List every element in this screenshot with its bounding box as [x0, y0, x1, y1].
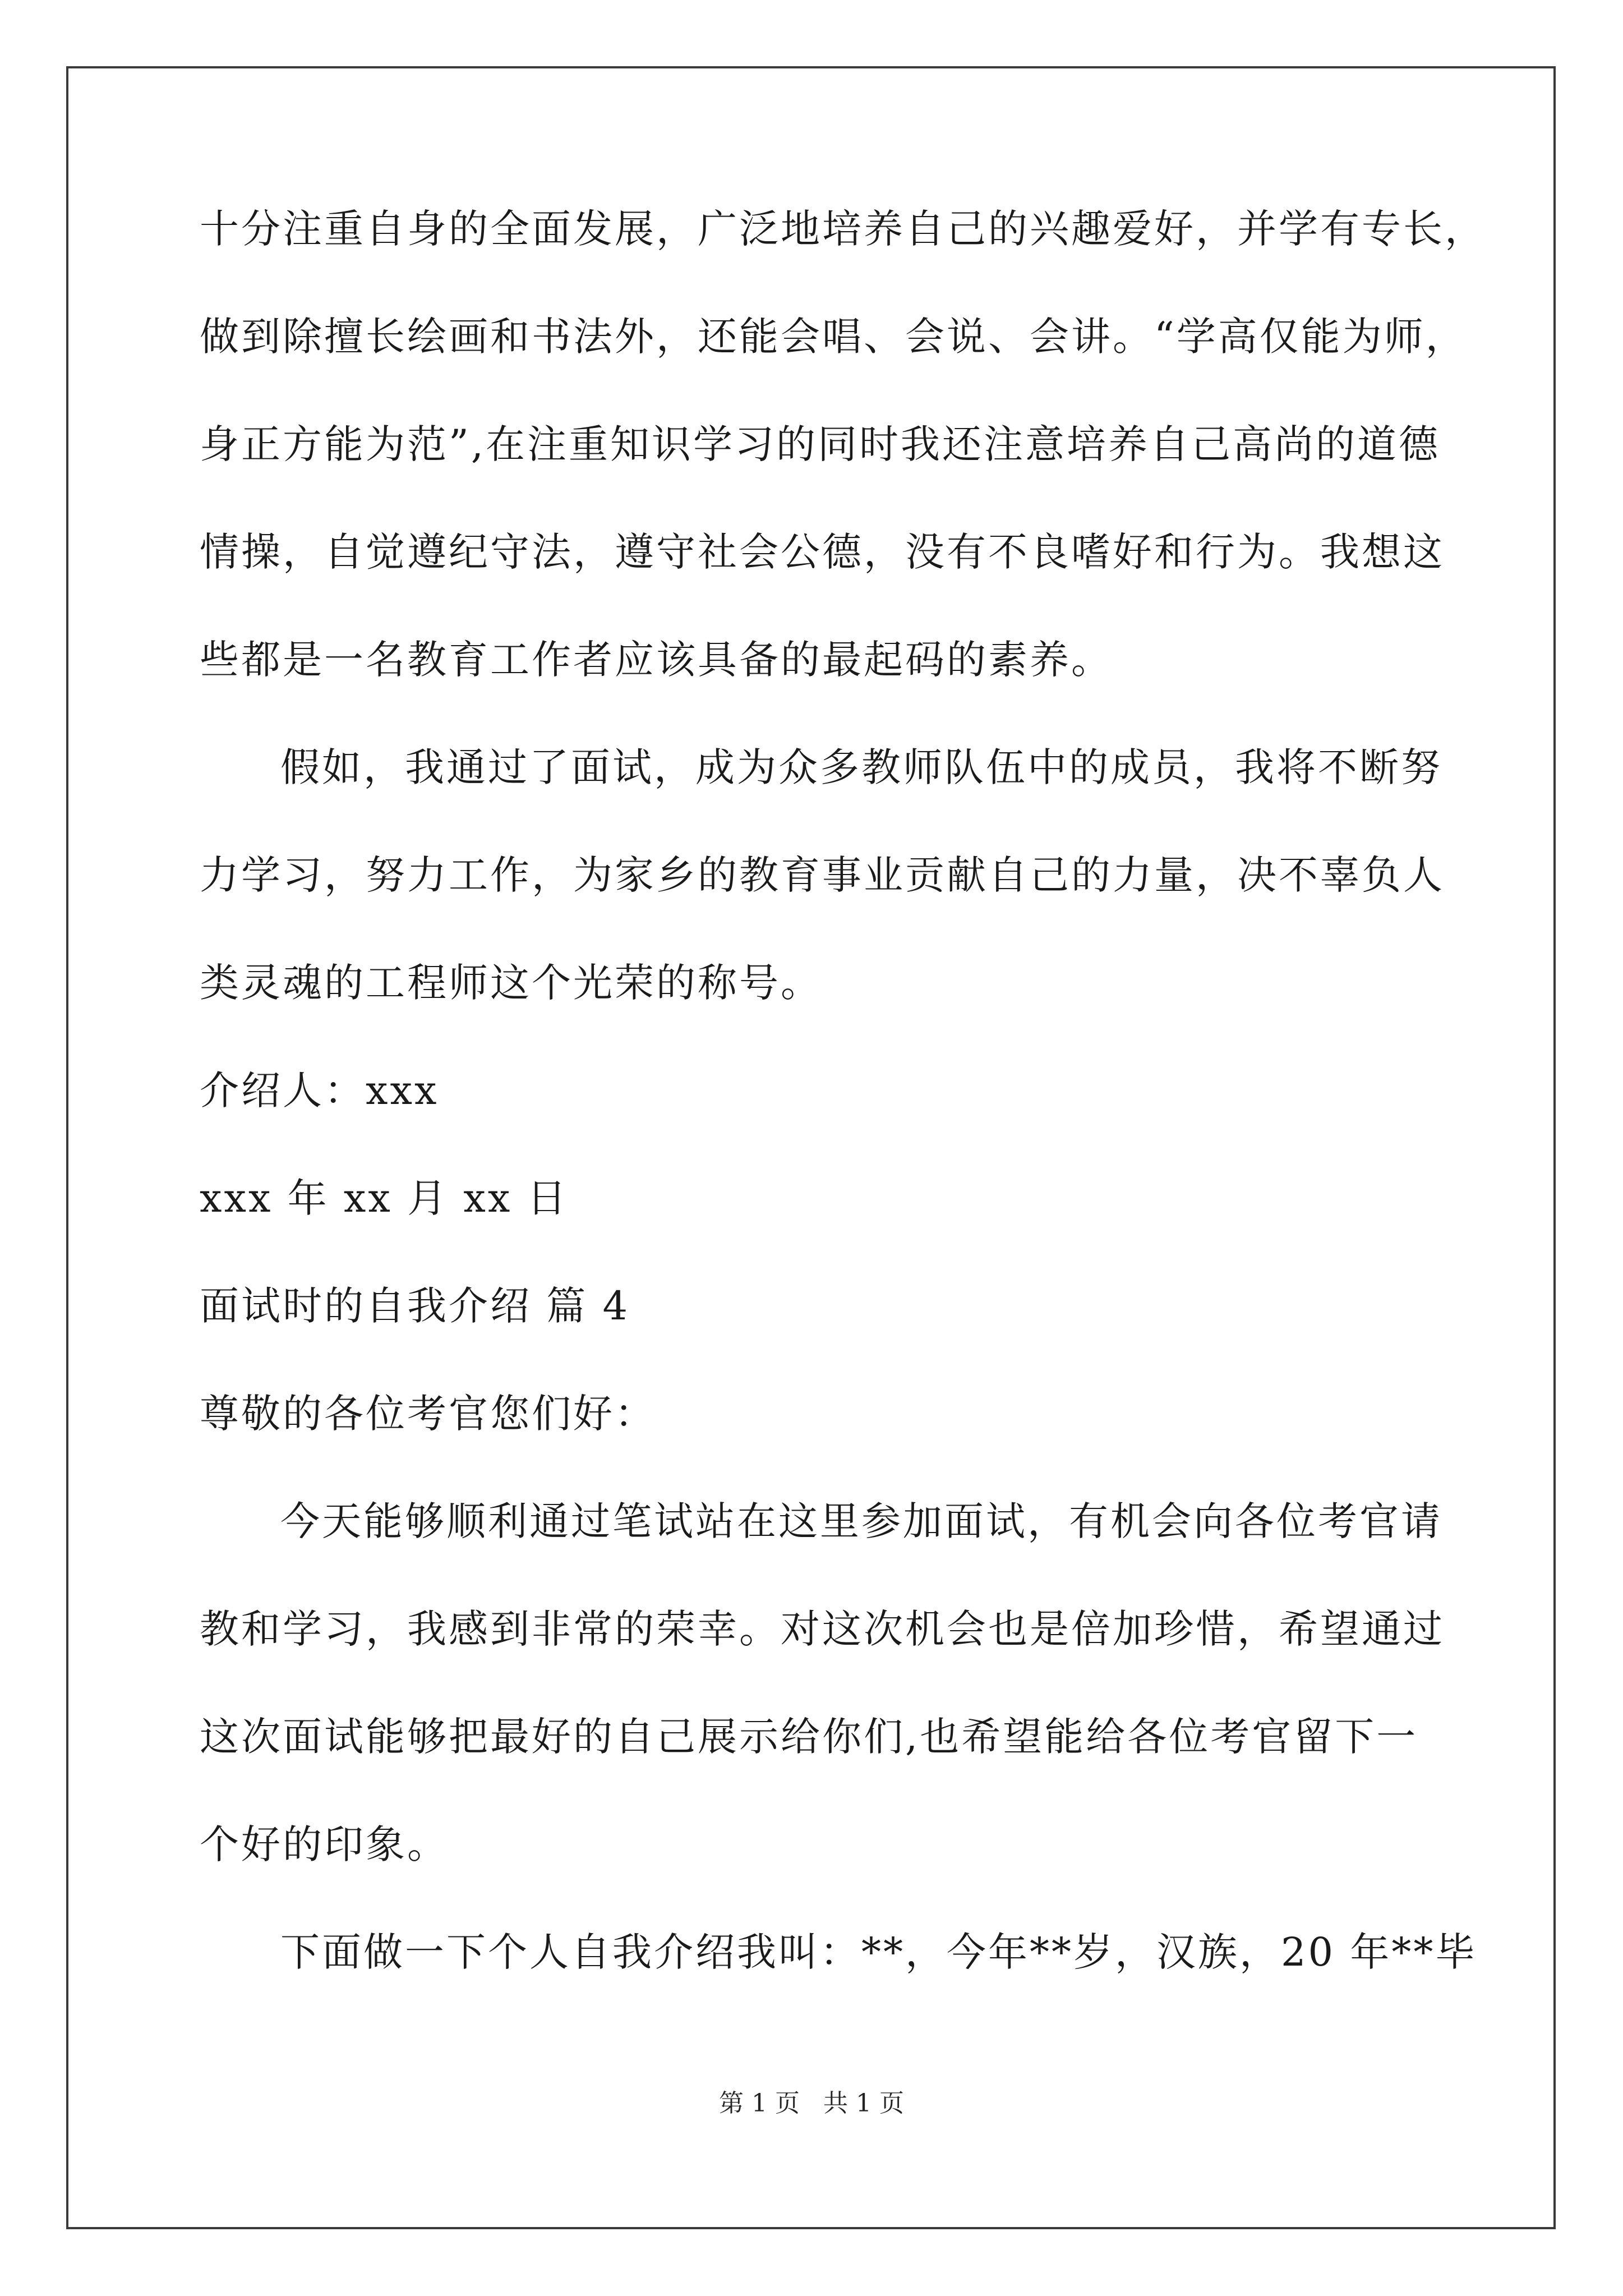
paragraph-line: 十分注重自身的全面发展，广泛地培养自己的兴趣爱好，并学有专长，	[200, 206, 1486, 252]
section-heading: 面试时的自我介绍 篇 4	[200, 1283, 630, 1329]
paragraph-line: 类灵魂的工程师这个光荣的称号。	[200, 960, 822, 1006]
paragraph-line: 个好的印象。	[200, 1821, 449, 1867]
paragraph-line: 这次面试能够把最好的自己展示给你们,也希望能给各位考官留下一	[200, 1714, 1418, 1760]
paragraph-line: 做到除擅长绘画和书法外，还能会唱、会说、会讲。“学高仅能为师，	[200, 314, 1467, 360]
paragraph-line: 些都是一名教育工作者应该具备的最起码的素养。	[200, 637, 1113, 683]
paragraph-line: 身正方能为范”,在注重知识学习的同时我还注意培养自己高尚的道德	[200, 421, 1441, 467]
date-line: xxx 年 xx 月 xx 日	[200, 1175, 569, 1221]
introducer-line: 介绍人：xxx	[200, 1068, 439, 1114]
document-body	[200, 202, 1486, 2033]
page-number-footer: 第 1 页 共 1 页	[719, 2089, 904, 2118]
paragraph-line: 教和学习，我感到非常的荣幸。对这次机会也是倍加珍惜，希望通过	[200, 1606, 1445, 1652]
paragraph-line: 力学习，努力工作，为家乡的教育事业贡献自己的力量，决不辜负人	[200, 852, 1445, 898]
greeting-line: 尊敬的各位考官您们好：	[200, 1391, 656, 1437]
paragraph-line: 今天能够顺利通过笔试站在这里参加面试，有机会向各位考官请	[280, 1498, 1442, 1544]
paragraph-line: 假如，我通过了面试，成为众多教师队伍中的成员，我将不断努	[280, 744, 1442, 790]
paragraph-line: 情操，自觉遵纪守法，遵守社会公德，没有不良嗜好和行为。我想这	[200, 529, 1445, 575]
paragraph-line: 下面做一下个人自我介绍我叫：**，今年**岁，汉族，20 年**毕	[280, 1929, 1477, 1975]
